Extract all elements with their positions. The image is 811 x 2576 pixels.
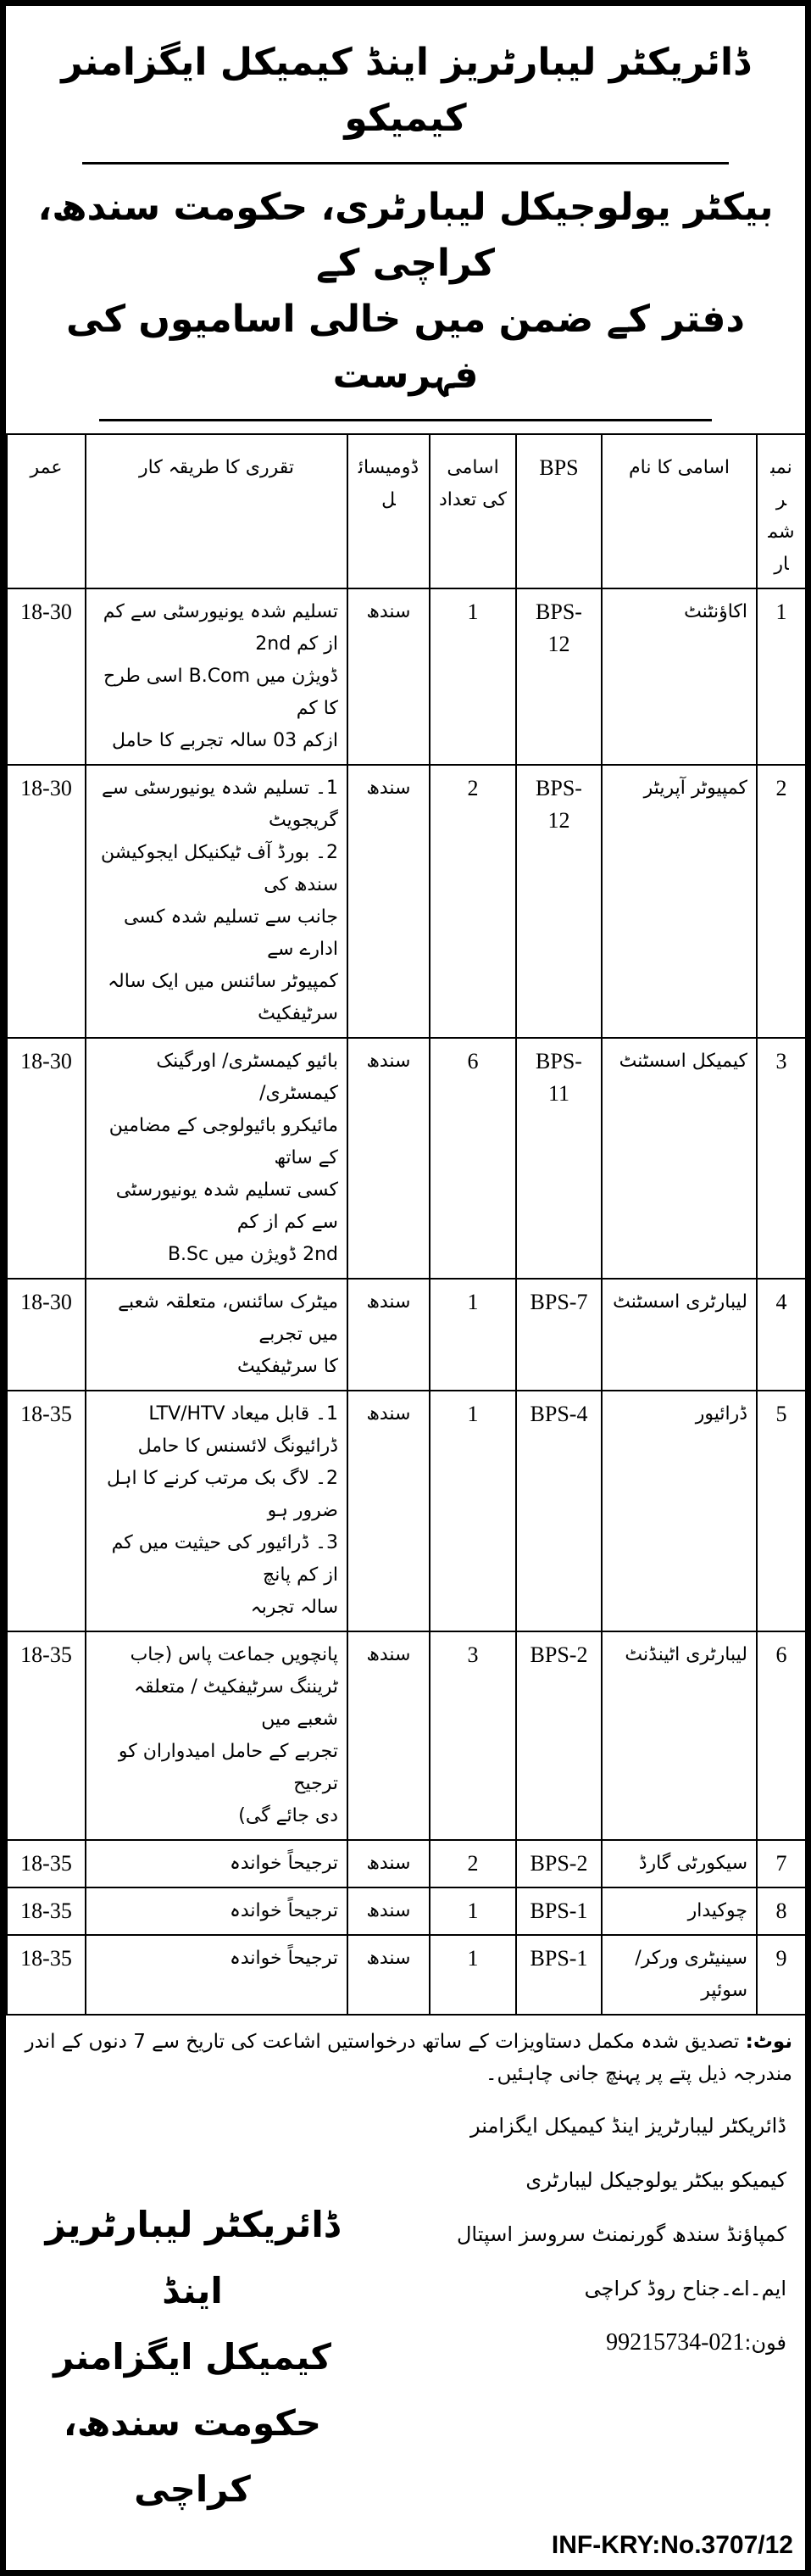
- table-row: [7, 588, 806, 765]
- bottom-section: [6, 2090, 805, 2523]
- count-cell: 1: [430, 1391, 516, 1631]
- method-cell: [86, 1391, 347, 1631]
- method-line: 1۔ قابل میعاد LTV/HTV: [148, 1403, 338, 1425]
- header-serial: نمبر شمار: [757, 434, 806, 588]
- method-line: ڈویژن میں B.Com اسی طرح کا کم: [103, 666, 338, 719]
- method-line: 3۔ ڈرائیور کی حیثیت میں کم از کم پانچ: [111, 1532, 338, 1586]
- table-row: [7, 765, 806, 1038]
- address-line: کیمیکو بیکٹر یولوجیکل لیبارٹری: [525, 2168, 786, 2192]
- title-rule-top: [82, 162, 729, 164]
- method-line: 2nd ڈویژن میں B.Sc: [167, 1244, 338, 1265]
- address-line: کمپاؤنڈ سندھ گورنمنٹ سروسز اسپتال: [456, 2222, 786, 2246]
- serial-cell: 8: [757, 1887, 806, 1935]
- address-block: [375, 2099, 786, 2370]
- post-name-cell: لیبارٹری اٹینڈنٹ: [602, 1631, 757, 1840]
- method-line: دی جائے گی): [238, 1805, 338, 1826]
- serial-cell: 2: [757, 765, 806, 1038]
- bps-cell: BPS-2: [516, 1631, 602, 1840]
- method-line: ڈرائیونگ لائسنس کا حامل: [137, 1436, 338, 1457]
- phone-line: [375, 2316, 786, 2370]
- address-line: ایم۔اے۔جناح روڈ کراچی: [584, 2277, 786, 2300]
- bps-cell: BPS-11: [516, 1038, 602, 1279]
- serial-cell: 7: [757, 1840, 806, 1887]
- post-name-cell: سیکورٹی گارڈ: [602, 1840, 757, 1887]
- method-line: جانب سے تسلیم شدہ کسی ادارے سے: [124, 906, 338, 960]
- serial-cell: 1: [757, 588, 806, 765]
- method-cell: [86, 1631, 347, 1840]
- title-line-1: ڈائریکٹر لیبارٹریز اینڈ کیمیکل ایگزامنر کیمیکو: [61, 41, 750, 140]
- age-cell: 18-30: [7, 588, 86, 765]
- bps-cell: BPS-12: [516, 588, 602, 765]
- header-age: عمر: [7, 434, 86, 588]
- serial-cell: 6: [757, 1631, 806, 1840]
- method-line: ترجیحاً خواندہ: [229, 1948, 338, 1969]
- count-cell: 6: [430, 1038, 516, 1279]
- serial-cell: 9: [757, 1935, 806, 2015]
- domicile-cell: سندھ: [347, 1391, 430, 1631]
- method-line: 2۔ لاگ بک مرتب کرنے کا اہل: [106, 1468, 338, 1489]
- age-cell: 18-35: [7, 1391, 86, 1631]
- bps-cell: BPS-7: [516, 1279, 602, 1391]
- method-cell: [86, 1887, 347, 1935]
- bps-cell: BPS-2: [516, 1840, 602, 1887]
- phone-number: 021-99215734: [606, 2329, 745, 2356]
- table-row: [7, 1887, 806, 1935]
- method-line: ٹریننگ سرٹیفکیٹ / متعلقہ شعبے میں: [134, 1676, 338, 1730]
- table-row: [7, 1279, 806, 1391]
- method-line: ترجیحاً خواندہ: [229, 1900, 338, 1921]
- table-row: [7, 1391, 806, 1631]
- domicile-cell: سندھ: [347, 1935, 430, 2015]
- age-cell: 18-35: [7, 1887, 86, 1935]
- signature-line: کیمیکل ایگزامنر: [53, 2336, 331, 2378]
- count-cell: 2: [430, 1840, 516, 1887]
- method-line: ازکم 03 سالہ تجربے کا حامل: [112, 730, 338, 751]
- method-cell: [86, 765, 347, 1038]
- post-name-cell: اکاؤنٹنٹ: [602, 588, 757, 765]
- method-line: مائیکرو بائیولوجی کے مضامین کے ساتھ: [108, 1115, 338, 1168]
- vacancies-table: [6, 433, 807, 2016]
- method-line: کمپیوٹر سائنس میں ایک سالہ سرٹیفکیٹ: [108, 971, 338, 1024]
- domicile-cell: سندھ: [347, 765, 430, 1038]
- bps-cell: BPS-1: [516, 1887, 602, 1935]
- method-line: کا سرٹیفکیٹ: [236, 1356, 338, 1377]
- method-cell: [86, 1038, 347, 1279]
- count-cell: 1: [430, 1279, 516, 1391]
- signature-line: حکومت سندھ، کراچی: [63, 2402, 322, 2510]
- method-line: تجربے کے حامل امیدواران کو ترجیح: [118, 1741, 338, 1794]
- note-text: تصدیق شدہ مکمل دستاویزات کے ساتھ درخواستیں اشاعت کی تاریخ سے 7 دنوں کے اندر مندرجہ ذیل پتے پر پہنچ جانی چاہئیں۔: [25, 2031, 792, 2085]
- serial-cell: 3: [757, 1038, 806, 1279]
- method-line: کسی تسلیم شدہ یونیورسٹی سے کم از کم: [115, 1179, 338, 1233]
- post-name-cell: سینیٹری ورکر/ سوئپر: [602, 1935, 757, 2015]
- count-cell: 1: [430, 588, 516, 765]
- count-cell: 1: [430, 1887, 516, 1935]
- post-name-cell: کمپیوٹر آپریٹر: [602, 765, 757, 1038]
- header-post-name: اسامی کا نام: [602, 434, 757, 588]
- post-name-cell: لیبارٹری اسسٹنٹ: [602, 1279, 757, 1391]
- domicile-cell: سندھ: [347, 1038, 430, 1279]
- count-cell: 1: [430, 1935, 516, 2015]
- domicile-cell: سندھ: [347, 1631, 430, 1840]
- bps-cell: BPS-4: [516, 1391, 602, 1631]
- table-row: [7, 1038, 806, 1279]
- domicile-cell: سندھ: [347, 1840, 430, 1887]
- table-row: [7, 1840, 806, 1887]
- method-line: 2۔ بورڈ آف ٹیکنیکل ایجوکیشن سندھ کی: [101, 842, 338, 895]
- title-line-3: دفتر کے ضمن میں خالی اسامیوں کی فہرست: [65, 298, 745, 397]
- header-domicile: ڈومیسائل: [347, 434, 430, 588]
- note: [6, 2016, 805, 2090]
- domicile-cell: سندھ: [347, 1279, 430, 1391]
- post-name-cell: ڈرائیور: [602, 1391, 757, 1631]
- method-line: سالہ تجربہ: [250, 1597, 338, 1618]
- post-name-cell: چوکیدار: [602, 1887, 757, 1935]
- method-line: بائیو کیمسٹری/ اورگینک کیمسٹری/: [156, 1051, 338, 1104]
- bps-cell: BPS-12: [516, 765, 602, 1038]
- signature-block: [27, 2192, 358, 2523]
- age-cell: 18-30: [7, 1038, 86, 1279]
- method-line: پانچویں جماعت پاس (جاب: [130, 1644, 338, 1665]
- method-cell: [86, 1840, 347, 1887]
- domicile-cell: سندھ: [347, 588, 430, 765]
- method-line: 1۔ تسلیم شدہ یونیورسٹی سے گریجویٹ: [101, 778, 338, 831]
- count-cell: 3: [430, 1631, 516, 1840]
- header-method: تقرری کا طریقہ کار: [86, 434, 347, 588]
- table-body: [7, 588, 806, 2015]
- age-cell: 18-35: [7, 1840, 86, 1887]
- title-rule-bottom: [99, 419, 712, 421]
- header-count: اسامی کی تعداد: [430, 434, 516, 588]
- method-line: میٹرک سائنس، متعلقہ شعبے میں تجربے: [118, 1291, 338, 1345]
- age-cell: 18-30: [7, 765, 86, 1038]
- header-bps: BPS: [516, 434, 602, 588]
- method-line: ضرور ہو: [267, 1500, 338, 1521]
- method-cell: [86, 1279, 347, 1391]
- table-header-row: [7, 434, 806, 588]
- note-label: نوٹ:: [745, 2031, 792, 2053]
- signature-line: ڈائریکٹر لیبارٹریز اینڈ: [45, 2204, 340, 2311]
- post-name-cell: کیمیکل اسسٹنٹ: [602, 1038, 757, 1279]
- age-cell: 18-35: [7, 1631, 86, 1840]
- method-line: تسلیم شدہ یونیورسٹی سے کم از کم 2nd: [103, 601, 338, 655]
- age-cell: 18-30: [7, 1279, 86, 1391]
- method-cell: [86, 588, 347, 765]
- bps-cell: BPS-1: [516, 1935, 602, 2015]
- table-row: [7, 1631, 806, 1840]
- serial-cell: 5: [757, 1391, 806, 1631]
- method-line: ترجیحاً خواندہ: [229, 1853, 338, 1874]
- address-line: ڈائریکٹر لیبارٹریز اینڈ کیمیکل ایگزامنر: [469, 2114, 786, 2138]
- phone-label: فون:: [744, 2331, 786, 2355]
- reference-number: INF-KRY:No.3707/12: [551, 2531, 793, 2559]
- serial-cell: 4: [757, 1279, 806, 1391]
- count-cell: 2: [430, 765, 516, 1038]
- title-line-2: بیکٹر یولوجیکل لیبارٹری، حکومت سندھ، کراچی کے: [37, 186, 774, 285]
- domicile-cell: سندھ: [347, 1887, 430, 1935]
- age-cell: 18-35: [7, 1935, 86, 2015]
